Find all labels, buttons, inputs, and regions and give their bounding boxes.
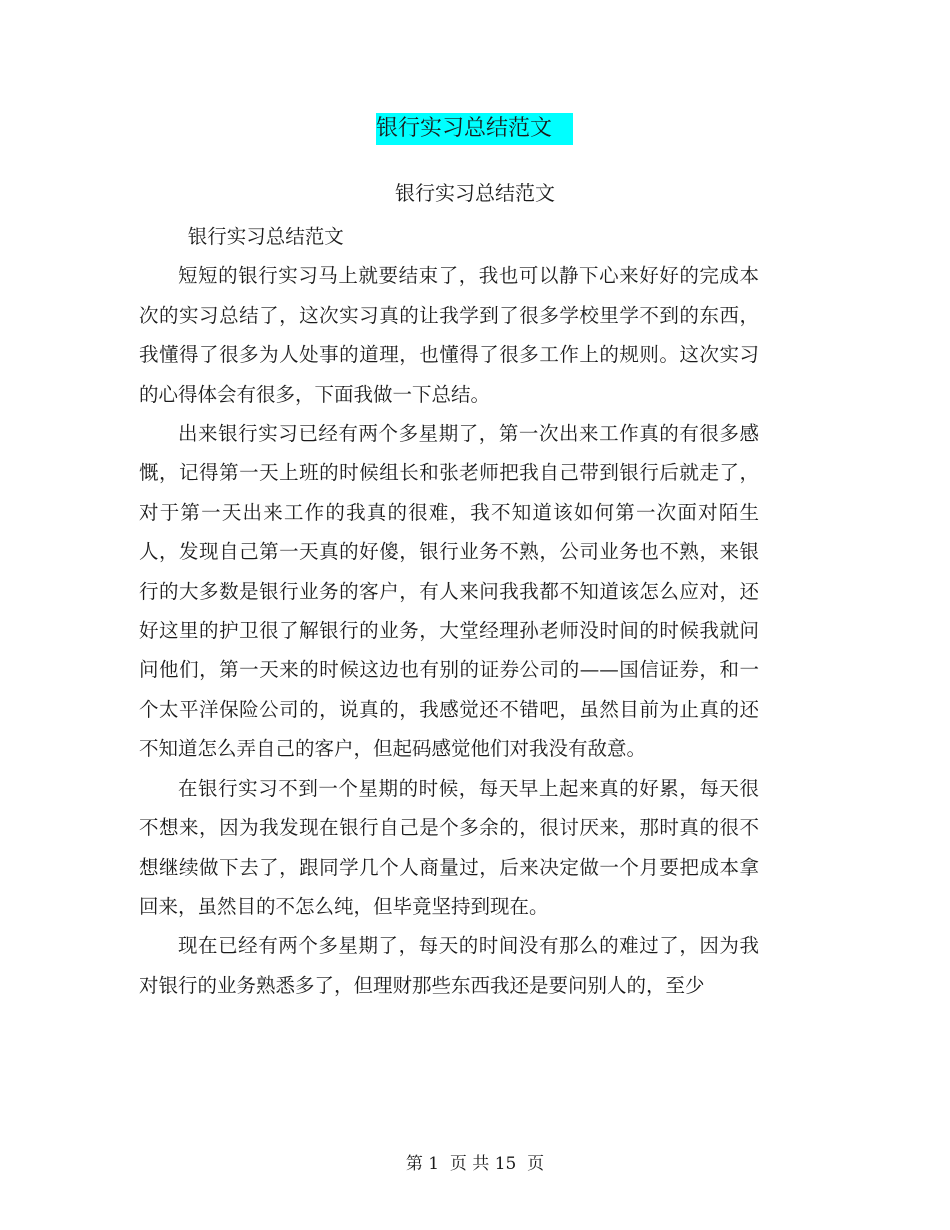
paragraph: 在银行实习不到一个星期的时候，每天早上起来真的好累，每天很不想来，因为我发现在银行自己是个多余的，很讨厌来，那时真的很不想继续做下去了，跟同学几个人商量过，后来决定做一个月要把成本拿回来，虽然目的不怎么纯，但毕竟坚持到现在。 <box>139 776 759 918</box>
paragraph: 出来银行实习已经有两个多星期了，第一次出来工作真的有很多感慨，记得第一天上班的时候组长和张老师把我自己带到银行后就走了，对于第一天出来工作的我真的很难，我不知道该如何第一次面对陌生人，发现自己第一天真的好傻，银行业务不熟，公司业务也不熟，来银行的大多数是银行业务的客户，有人来问我我都不知道该怎么应对，还好这里的护卫很了解银行的业务，大堂经理孙老师没时间的时候我就问问他们，第一天来的时候这边也有别的证券公司的——国信证券，和一个太平洋保险公司的，说真的，我感觉还不错吧，虽然目前为止真的还不知道怎么弄自己的客户，但起码感觉他们对我没有敌意。 <box>139 422 759 761</box>
page-number-footer: 第 1 页 共 15 页 <box>405 1154 545 1174</box>
document-body <box>139 217 759 1005</box>
paragraph: 现在已经有两个多星期了，每天的时间没有那么的难过了，因为我对银行的业务熟悉多了，但理财那些东西我还是要问别人的，至少 <box>139 934 759 997</box>
document-subtitle: 银行实习总结范文 <box>187 225 344 248</box>
highlighted-header-title: 银行实习总结范文 <box>376 113 573 145</box>
document-title: 银行实习总结范文 <box>395 181 555 205</box>
paragraph: 短短的银行实习马上就要结束了，我也可以静下心来好好的完成本次的实习总结了，这次实习真的让我学到了很多学校里学不到的东西，我懂得了很多为人处事的道理，也懂得了很多工作上的规则。这次实习的心得体会有很多，下面我做一下总结。 <box>139 264 759 406</box>
